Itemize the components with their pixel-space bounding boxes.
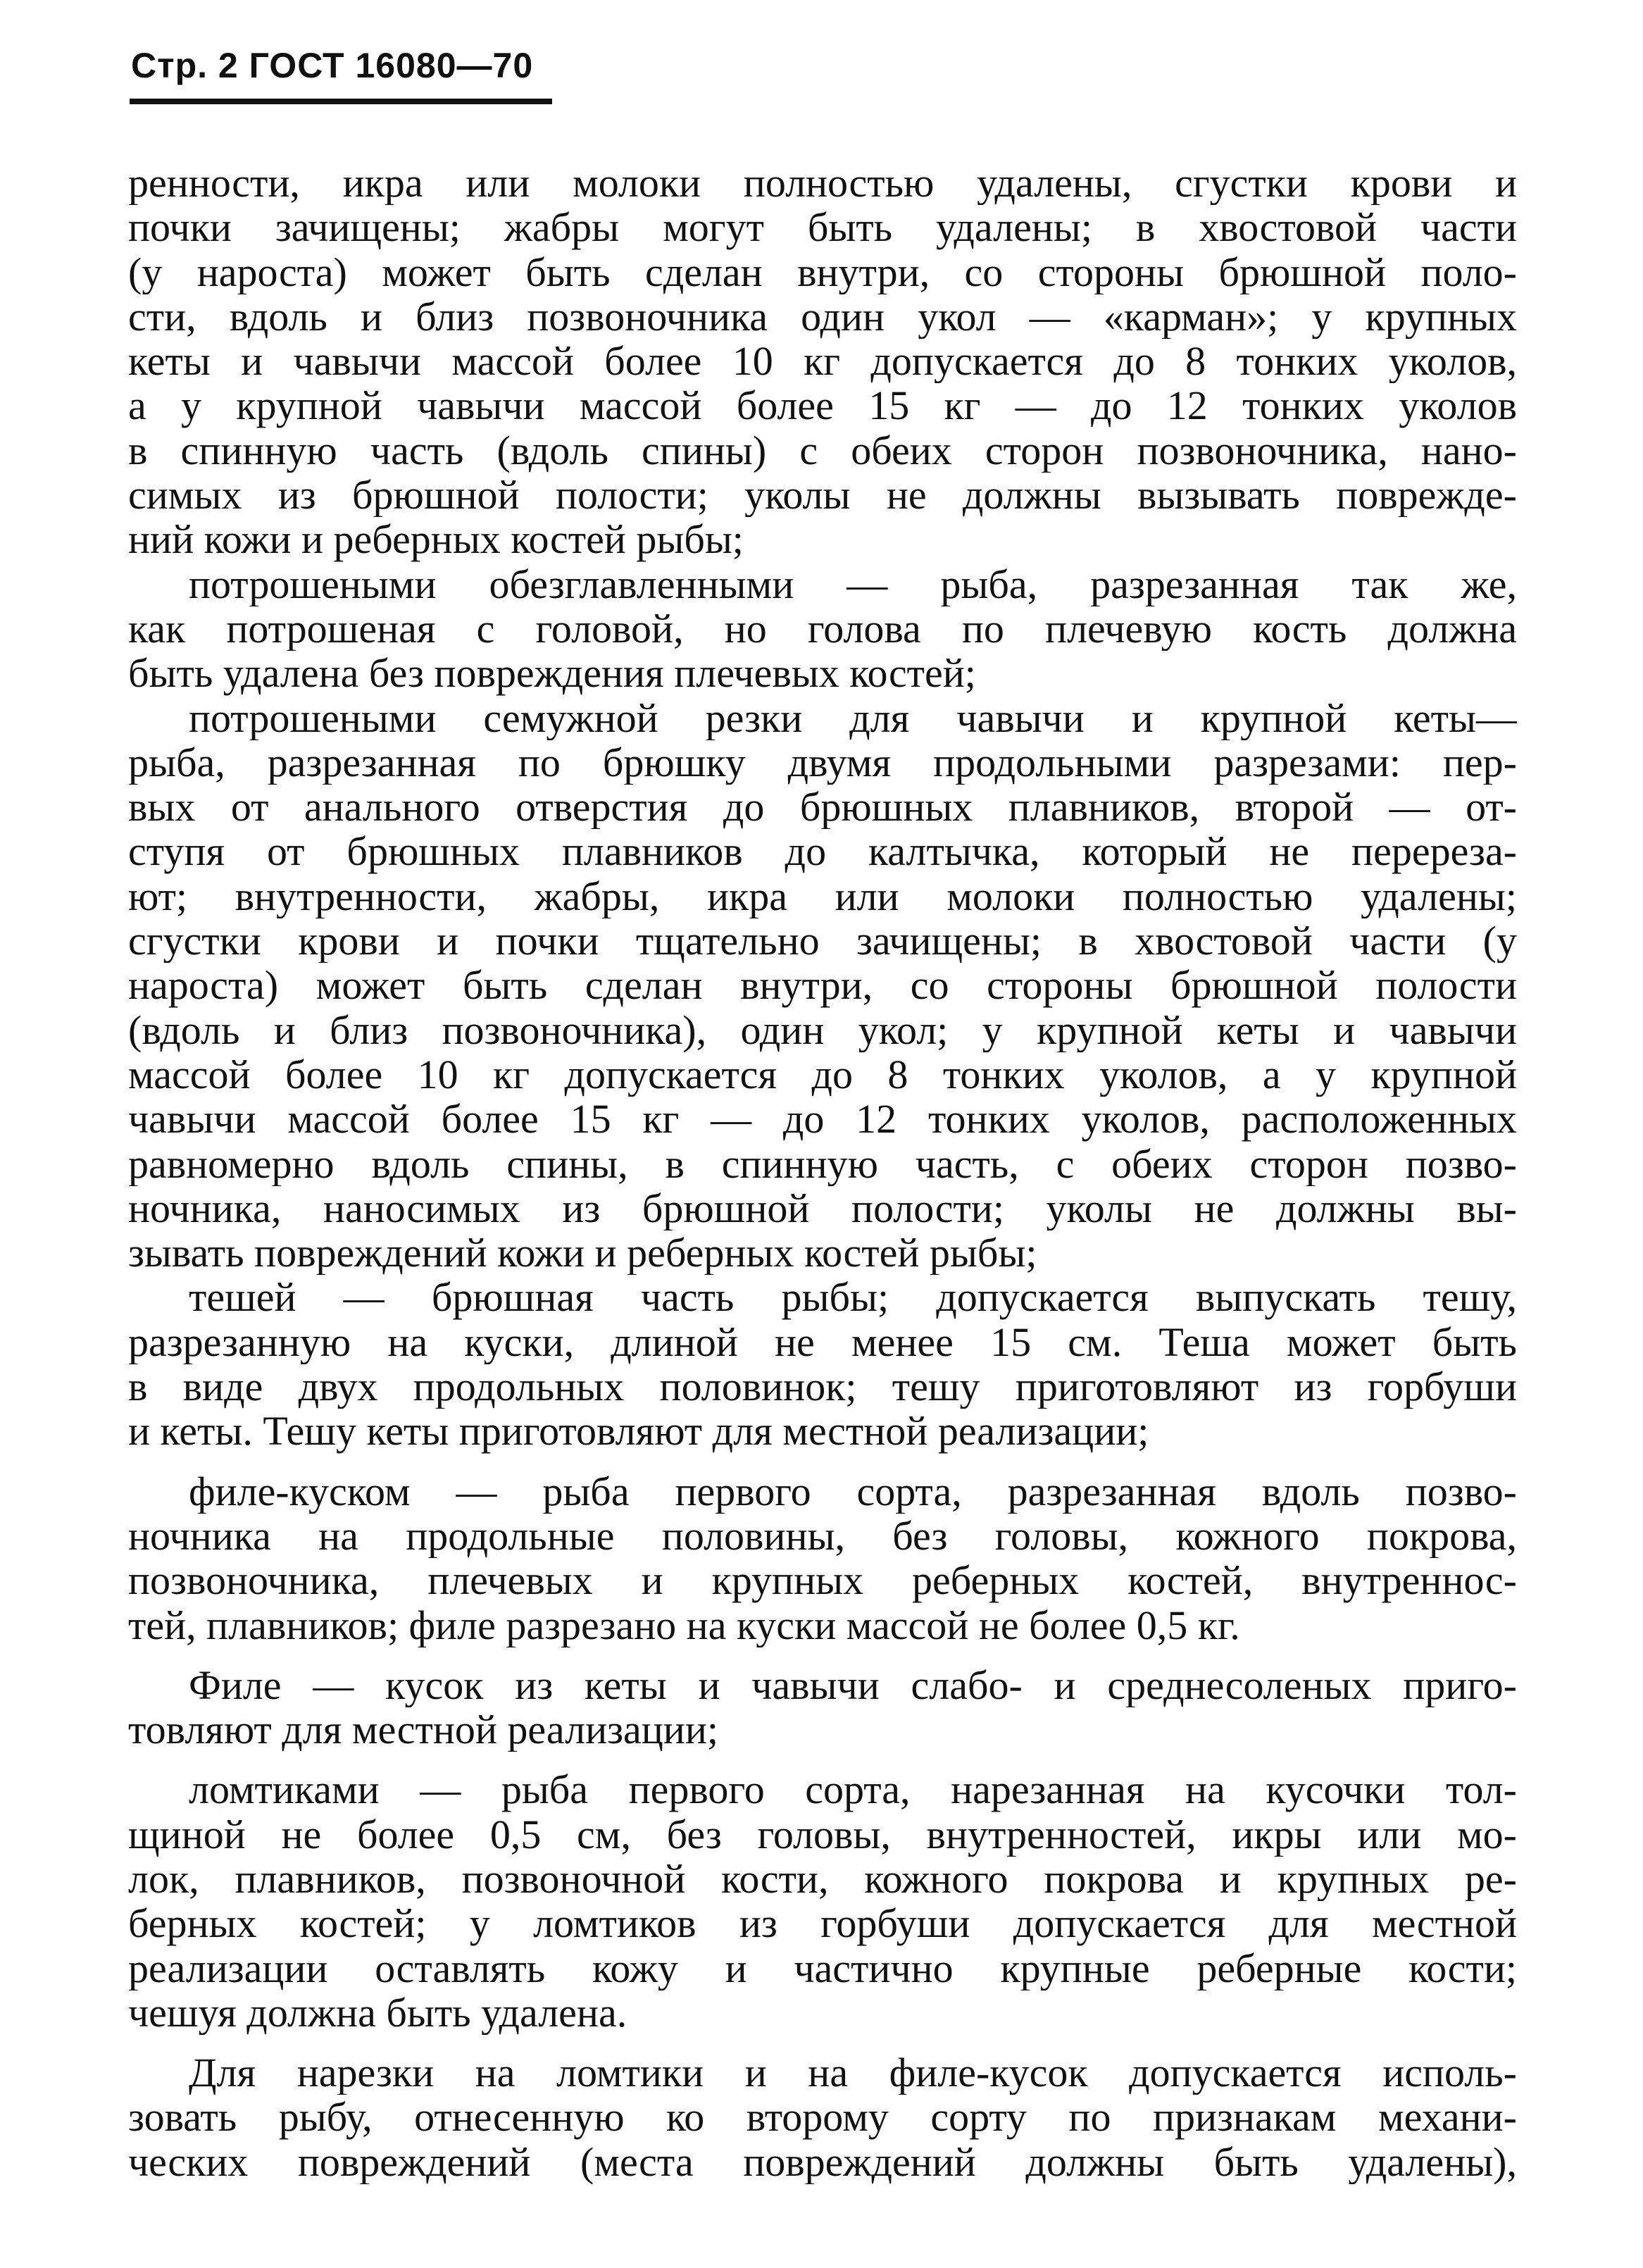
page-header: Стр. 2 ГОСТ 16080—70 — [131, 46, 534, 85]
paragraph — [128, 161, 1517, 562]
text-line: массой более 10 кг допускается до 8 тонких уколов, а у крупной — [128, 1052, 1517, 1097]
text-line: и кеты. Тешу кеты приготовляют для местной реализации; — [128, 1409, 1149, 1454]
paragraph — [128, 1469, 1517, 1647]
text-line: в виде двух продольных половинок; тешу приготовляют из горбуши — [128, 1364, 1517, 1409]
text-line: потрошеными семужной резки для чавычи и крупной кеты— — [189, 695, 1517, 740]
text-line: (у нароста) может быть сделан внутри, со стороны брюшной поло- — [128, 249, 1517, 294]
paragraph — [128, 2050, 1517, 2184]
paragraph-gap — [128, 1454, 1517, 1469]
text-line: щиной не более 0,5 см, без головы, внутренностей, икры или мо- — [128, 1812, 1517, 1857]
text-line: Филе — кусок из кеты и чавычи слабо- и среднесоленых приго- — [189, 1662, 1517, 1708]
text-line: ступя от брюшных плавников до калтычка, который не перереза- — [128, 829, 1517, 874]
paragraph — [128, 1275, 1517, 1453]
document-body — [128, 161, 1517, 2184]
text-line: тешей — брюшная часть рыбы; допускается выпускать тешу, — [189, 1275, 1517, 1320]
text-line: ломтиками — рыба первого сорта, нарезанная на кусочки тол- — [189, 1767, 1517, 1812]
text-line: зовать рыбу, отнесенную ко второму сорту по признакам механи- — [128, 2095, 1517, 2140]
paragraph — [128, 562, 1517, 696]
text-line: как потрошеная с головой, но голова по плечевую кость должна — [128, 606, 1517, 652]
text-line: ческих повреждений (места повреждений должны быть удалены), — [128, 2139, 1517, 2185]
text-line: лок, плавников, позвоночной кости, кожного покрова и крупных ре- — [128, 1856, 1517, 1902]
paragraph-gap — [128, 1752, 1517, 1767]
text-line: тей, плавников; филе разрезано на куски массой не более 0,5 кг. — [128, 1602, 1240, 1647]
text-line: позвоночника, плечевых и крупных реберных костей, внутреннос- — [128, 1558, 1517, 1603]
paragraph — [128, 1663, 1517, 1752]
text-line: а у крупной чавычи массой более 15 кг — до 12 тонких уколов — [128, 383, 1517, 428]
text-line: реализации оставлять кожу и частично крупные реберные кости; — [128, 1945, 1517, 1990]
text-line: ют; внутренности, жабры, икра или молоки полностью удалены; — [128, 873, 1517, 919]
text-line: в спинную часть (вдоль спины) с обеих сторон позвоночника, нано- — [128, 428, 1517, 473]
text-line: ний кожи и реберных костей рыбы; — [128, 517, 744, 562]
text-line: кеты и чавычи массой более 10 кг допускается до 8 тонких уколов, — [128, 339, 1517, 384]
text-line: сти, вдоль и близ позвоночника один укол — «карман»; у крупных — [128, 294, 1517, 339]
text-line: сгустки крови и почки тщательно зачищены; в хвостовой части (у — [128, 918, 1517, 964]
text-line: берных костей; у ломтиков из горбуши допускается для местной — [128, 1901, 1517, 1946]
paragraph — [128, 1767, 1517, 2035]
text-line: зывать повреждений кожи и реберных костей рыбы; — [128, 1230, 1037, 1276]
text-line: чешуя должна быть удалена. — [128, 1990, 627, 2036]
paragraph-gap — [128, 2035, 1517, 2050]
paragraph — [128, 696, 1517, 1276]
text-line: ренности, икра или молоки полностью удалены, сгустки крови и — [128, 161, 1517, 206]
text-line: филе-куском — рыба первого сорта, разрезанная вдоль позво- — [189, 1469, 1517, 1514]
header-underline — [130, 99, 552, 104]
text-line: почки зачищены; жабры могут быть удалены; в хвостовой части — [128, 205, 1517, 250]
text-line: товляют для местной реализации; — [128, 1707, 718, 1752]
text-line: равномерно вдоль спины, в спинную часть, с обеих сторон позво- — [128, 1141, 1517, 1186]
text-line: ночника, наносимых из брюшной полости; уколы не должны вы- — [128, 1185, 1517, 1231]
text-line: чавычи массой более 15 кг — до 12 тонких уколов, расположенных — [128, 1097, 1517, 1142]
text-line: Для нарезки на ломтики и на филе-кусок допускается исполь- — [189, 2050, 1517, 2095]
text-line: потрошеными обезглавленными — рыба, разрезанная так же, — [189, 561, 1517, 606]
text-line: (вдоль и близ позвоночника), один укол; у крупной кеты и чавычи — [128, 1007, 1517, 1052]
text-line: вых от анального отверстия до брюшных плавников, второй — от- — [128, 785, 1517, 830]
text-line: нароста) может быть сделан внутри, со стороны брюшной полости — [128, 963, 1517, 1008]
text-line: симых из брюшной полости; уколы не должны вызывать поврежде- — [128, 473, 1517, 518]
text-line: ночника на продольные половины, без головы, кожного покрова, — [128, 1513, 1517, 1559]
text-line: быть удалена без повреждения плечевых костей; — [128, 651, 976, 696]
text-line: рыба, разрезанная по брюшку двумя продольными разрезами: пер- — [128, 740, 1517, 785]
text-line: разрезанную на куски, длиной не менее 15 см. Теша может быть — [128, 1319, 1517, 1365]
paragraph-gap — [128, 1647, 1517, 1663]
